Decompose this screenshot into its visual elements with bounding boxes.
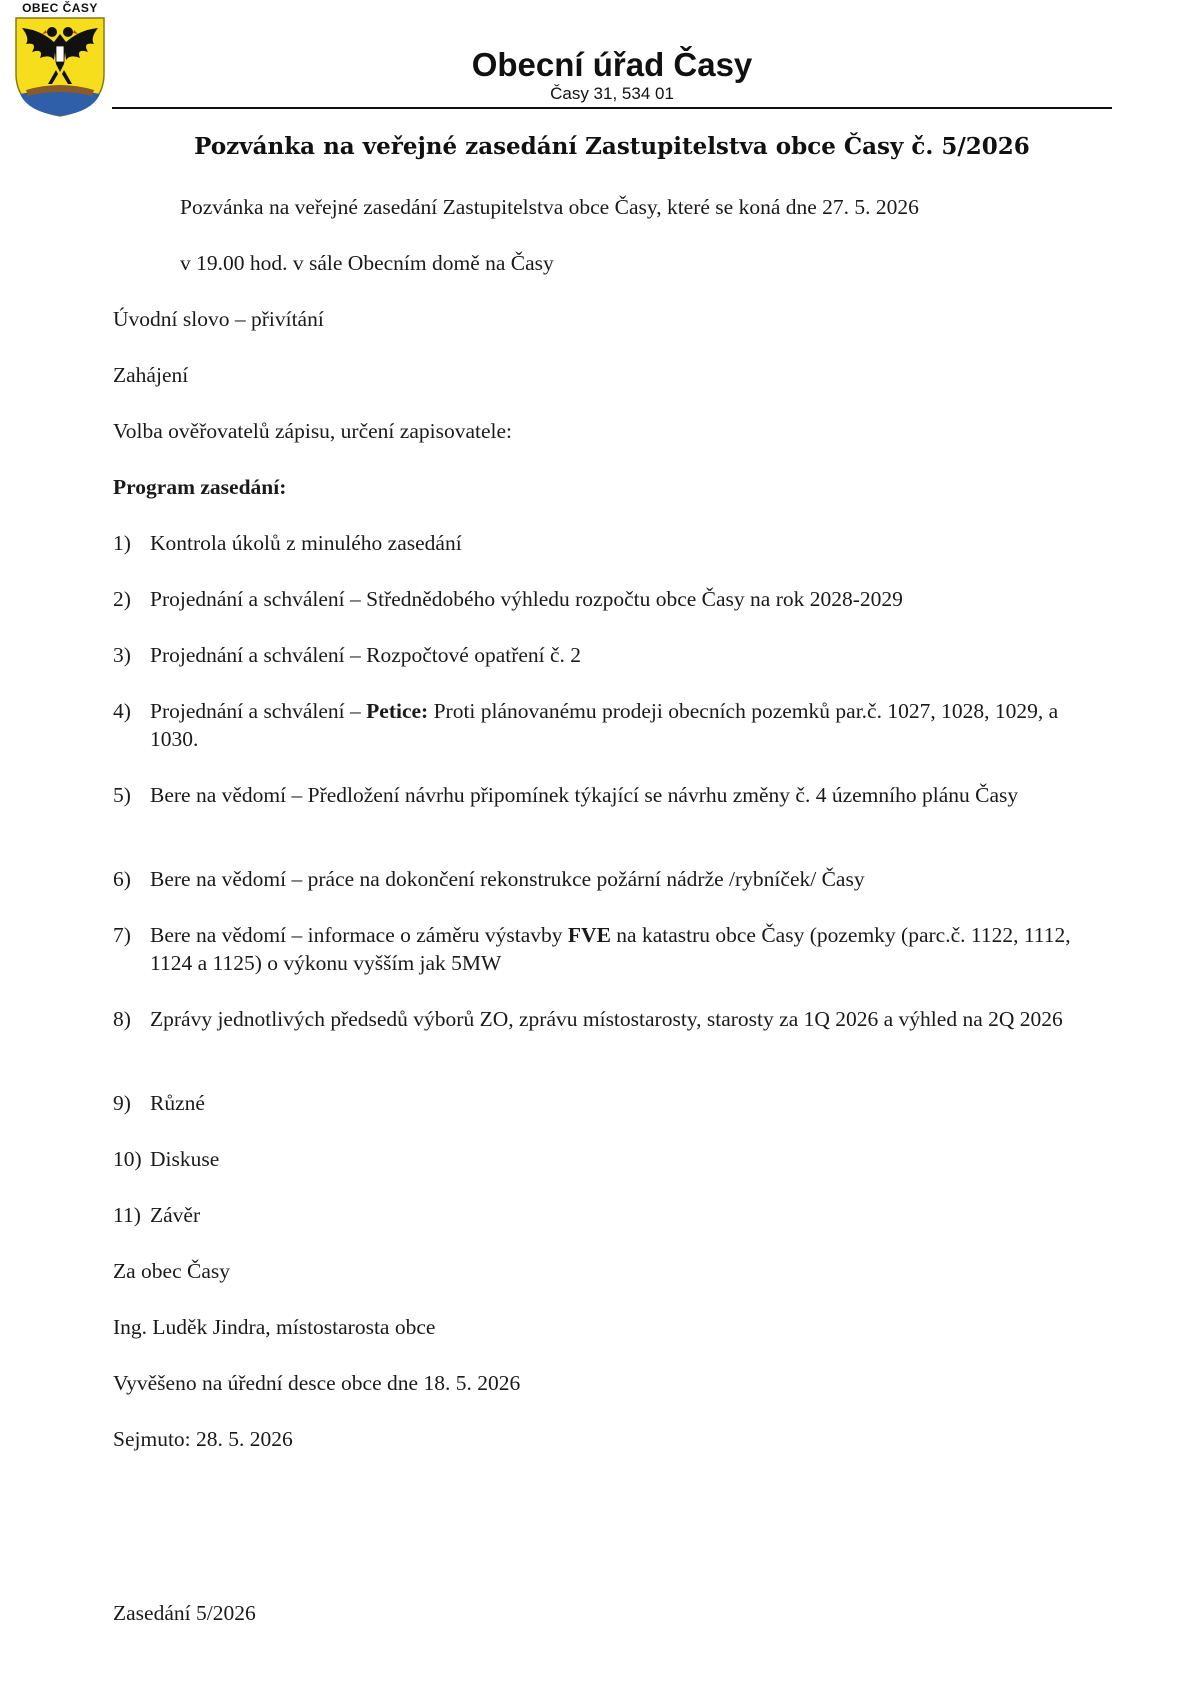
program-item	[113, 1005, 1088, 1033]
program-item	[113, 529, 1113, 557]
program-item-text: Zprávy jednotlivých předsedů výborů ZO, zprávu místostarosty, starosty za 1Q 2026 a výhled na 2Q 2026	[150, 1007, 1063, 1031]
program-item-text-post: na katastru obce Časy (pozemky (parc.č. 1122, 1112, 1124 a 1125) o výkonu vyšším jak 5MW	[150, 923, 1071, 975]
program-item-number: 5)	[113, 783, 131, 807]
program-item-text: Bere na vědomí – práce na dokončení rekonstrukce požární nádrže /rybníček/ Časy	[150, 867, 865, 891]
program-item-text-pre: Bere na vědomí – informace o záměru výstavby	[150, 923, 568, 947]
program-item-text-pre: Projednání a schválení –	[150, 699, 367, 723]
program-item-text: Kontrola úkolů z minulého zasedání	[150, 531, 462, 555]
program-item-text	[150, 697, 1073, 753]
program-item-number: 9)	[113, 1091, 131, 1115]
program-item-number: 1)	[113, 531, 131, 555]
coat-of-arms-icon	[12, 16, 108, 118]
fve-label: FVE	[567, 923, 611, 947]
program-item-number: 10)	[113, 1147, 142, 1171]
program-item	[113, 641, 1113, 669]
program-item-number: 2)	[113, 587, 131, 611]
posted-date: Vyvěšeno na úřední desce obce dne 18. 5. 2026	[113, 1371, 521, 1395]
removed-date: Sejmuto: 28. 5. 2026	[113, 1427, 293, 1451]
office-address: Časy 31, 534 01	[550, 84, 674, 103]
intro-line-2: v 19.00 hod. v sále Obecním domě na Časy	[180, 251, 554, 275]
program-item	[113, 1145, 1113, 1173]
program-item	[113, 865, 1113, 893]
program-item	[113, 1089, 1113, 1117]
program-item-text: Různé	[150, 1091, 205, 1115]
program-item-number: 4)	[113, 699, 131, 723]
opening-verifiers: Volba ověřovatelů zápisu, určení zapisovatele:	[113, 419, 512, 443]
intro-line-1: Pozvánka na veřejné zasedání Zastupitelstva obce Časy, které se koná dne 27. 5. 2026	[180, 195, 919, 219]
header-divider	[112, 107, 1112, 109]
program-item	[113, 697, 1073, 753]
program-item-text: Diskuse	[150, 1147, 220, 1171]
petition-label: Petice:	[366, 699, 429, 723]
program-item	[113, 1201, 1113, 1229]
program-item	[113, 921, 1098, 977]
program-item-number: 3)	[113, 643, 131, 667]
page-footer: Zasedání 5/2026	[113, 1601, 256, 1625]
program-item-number: 7)	[113, 923, 131, 947]
program-item-text-post: Proti plánovanému prodeji obecních pozemků par.č. 1027, 1028, 1029, a 1030.	[150, 699, 1059, 751]
opening-welcome: Úvodní slovo – přivítání	[113, 307, 324, 331]
program-item-text: Bere na vědomí – Předložení návrhu připomínek týkající se návrhu změny č. 4 územního plánu Časy	[150, 783, 1019, 807]
office-title: Obecní úřad Časy	[471, 46, 753, 83]
opening-start: Zahájení	[113, 363, 189, 387]
program-item	[113, 781, 1113, 809]
crest-label: OBEC ČASY	[22, 1, 98, 15]
program-item-text: Projednání a schválení – Rozpočtové opatření č. 2	[150, 643, 582, 667]
municipal-crest	[6, 0, 114, 120]
closing-municipality: Za obec Časy	[113, 1259, 231, 1283]
program-item	[113, 585, 1113, 613]
program-heading: Program zasedání:	[113, 475, 287, 499]
document-title: Pozvánka na veřejné zasedání Zastupitelstva obce Časy č. 5/2026	[194, 133, 1030, 160]
program-item-text	[150, 921, 1098, 977]
program-item-text: Závěr	[150, 1203, 201, 1227]
program-item-number: 6)	[113, 867, 131, 891]
program-item-text: Projednání a schválení – Střednědobého výhledu rozpočtu obce Časy na rok 2028-2029	[150, 587, 903, 611]
program-item-number: 8)	[113, 1007, 131, 1031]
program-item-number: 11)	[113, 1203, 141, 1227]
closing-signatory: Ing. Luděk Jindra, místostarosta obce	[113, 1315, 436, 1339]
